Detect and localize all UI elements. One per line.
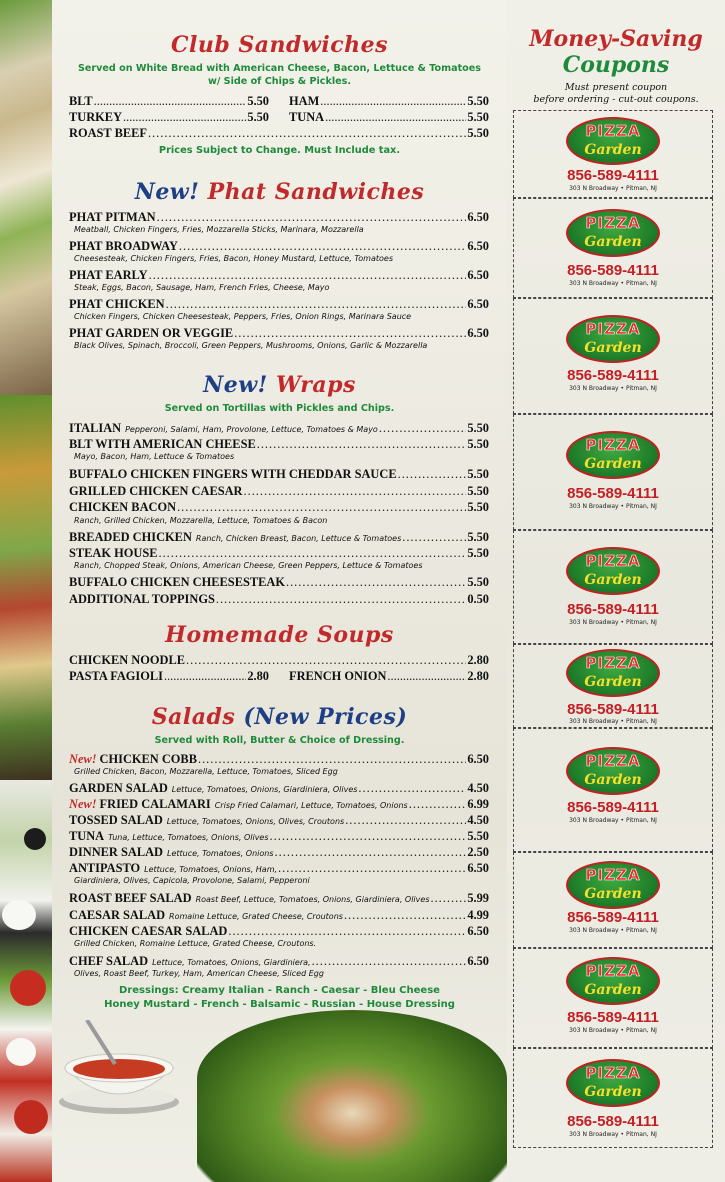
pizza-garden-logo: PIZZA Garden — [566, 649, 660, 697]
coupon-address: 303 N Broadway • Pitman, NJ — [569, 927, 657, 934]
pizza-garden-logo: PIZZA Garden — [566, 861, 660, 909]
pizza-garden-logo: PIZZA Garden — [566, 1059, 660, 1107]
coupon-cutout[interactable] — [513, 414, 713, 530]
menu-item-desc: Black Olives, Spinach, Broccoli, Green Peppers, Mushrooms, Onions, Garlic & Mozzarella — [74, 341, 428, 350]
pizza-garden-logo: PIZZA Garden — [566, 747, 660, 795]
new-badge: New! — [134, 179, 200, 205]
menu-item-tossed-salad: TOSSED SALAD Lettuce, Tomatoes, Onions, Olives, Croutons ..... 4.50 — [69, 813, 489, 829]
coupon-address: 303 N Broadway • Pitman, NJ — [569, 385, 657, 392]
coupon-address: 303 N Broadway • Pitman, NJ — [569, 185, 657, 192]
phat-title-text: Phat Sandwiches — [207, 179, 425, 205]
price-disclaimer: Prices Subject to Change. Must Include tax. — [158, 145, 401, 156]
menu-item-garden-salad: GARDEN SALAD Lettuce, Tomatoes, Onions, Giardiniera, Olives ..... 4.50 — [69, 781, 489, 797]
pizza-garden-logo: PIZZA Garden — [566, 117, 660, 165]
soup-bowl-image — [57, 1020, 192, 1115]
coupon-address: 303 N Broadway • Pitman, NJ — [569, 619, 657, 626]
coupon-phone: 856-589-4111 — [567, 701, 659, 718]
menu-item-desc: Meatball, Chicken Fingers, Fries, Mozzarella Sticks, Marinara, Mozzarella — [74, 225, 364, 234]
menu-item-roast-beef-salad: ROAST BEEF SALAD Roast Beef, Lettuce, Tomatoes, Onions, Giardiniera, Olives ..... 5.99 — [69, 891, 489, 907]
salads-note: Served with Roll, Butter & Choice of Dressing. — [154, 735, 405, 746]
coupon-phone: 856-589-4111 — [567, 485, 659, 502]
wrap-photo — [0, 395, 52, 780]
food-photo-strip — [0, 0, 52, 1182]
menu-item-italian-wrap: ITALIAN Pepperoni, Salami, Ham, Provolone, Lettuce, Tomatoes & Mayo ..... 5.50 — [69, 421, 489, 437]
coupon-phone: 856-589-4111 — [567, 799, 659, 816]
phat-sandwiches-title — [52, 179, 507, 205]
menu-item-roast-beef: ROAST BEEF ..... 5.50 — [69, 126, 489, 140]
coupon-cutout[interactable] — [513, 852, 713, 948]
coupon-cutout[interactable] — [513, 1048, 713, 1148]
menu-item-desc: Ranch, Chopped Steak, Onions, American Cheese, Green Peppers, Lettuce & Tomatoes — [74, 561, 423, 570]
coupon-cutout[interactable] — [513, 728, 713, 852]
menu-item-blt-wrap: BLT WITH AMERICAN CHEESE ..... 5.50 — [69, 437, 489, 451]
menu-item-french-onion: FRENCH ONION ..... 2.80 — [289, 669, 489, 683]
salads-title-text: Salads — [151, 704, 236, 730]
coupon-phone: 856-589-4111 — [567, 367, 659, 384]
pizza-garden-logo: PIZZA Garden — [566, 209, 660, 257]
coupon-phone: 856-589-4111 — [567, 1113, 659, 1130]
coupon-address: 303 N Broadway • Pitman, NJ — [569, 718, 657, 725]
salads-title — [52, 704, 507, 730]
menu-item-steak-house-wrap: STEAK HOUSE ..... 5.50 — [69, 546, 489, 560]
coupon-cutout[interactable] — [513, 530, 713, 644]
chicken-salad-image — [197, 1010, 507, 1182]
wraps-title — [52, 372, 507, 398]
coupon-column — [507, 0, 725, 1182]
new-prices-label: (New Prices) — [243, 704, 408, 730]
menu-item-ham: HAM ..... 5.50 — [289, 94, 489, 108]
menu-item-dinner-salad: DINNER SALAD Lettuce, Tomatoes, Onions ..... 2.50 — [69, 845, 489, 861]
sandwich-photo — [0, 0, 52, 395]
new-badge: New! — [203, 372, 268, 398]
menu-item-grilled-chicken-caesar-wrap: GRILLED CHICKEN CAESAR ..... 5.50 — [69, 484, 489, 498]
pizza-garden-logo: PIZZA Garden — [566, 957, 660, 1005]
menu-item-desc: Steak, Eggs, Bacon, Sausage, Ham, French Fries, Cheese, Mayo — [74, 283, 330, 292]
coupons-note-line1: Must present coupon — [564, 82, 668, 93]
menu-item-desc: Ranch, Grilled Chicken, Mozzarella, Lettuce, Tomatoes & Bacon — [74, 516, 328, 525]
pizza-garden-logo: PIZZA Garden — [566, 315, 660, 363]
menu-item-blt: BLT ..... 5.50 — [69, 94, 269, 108]
menu-item-breaded-chicken-wrap: BREADED CHICKEN Ranch, Chicken Breast, Bacon, Lettuce & Tomatoes ..... 5.50 — [69, 530, 489, 546]
coupon-cutout[interactable] — [513, 298, 713, 414]
coupon-phone: 856-589-4111 — [567, 601, 659, 618]
menu-item-phat-chicken: PHAT CHICKEN ..... 6.50 — [69, 297, 489, 311]
pizza-garden-logo: PIZZA Garden — [566, 431, 660, 479]
menu-item-chicken-bacon-wrap: CHICKEN BACON ..... 5.50 — [69, 500, 489, 514]
menu-main-column — [52, 0, 507, 1182]
coupons-title-line2: Coupons — [562, 52, 670, 78]
homemade-soups-title: Homemade Soups — [165, 622, 394, 648]
caprese-salad-photo — [0, 780, 52, 1182]
menu-item-desc: Cheesesteak, Chicken Fingers, Fries, Bacon, Honey Mustard, Lettuce, Tomatoes — [74, 254, 393, 263]
coupon-phone: 856-589-4111 — [567, 262, 659, 279]
coupon-phone: 856-589-4111 — [567, 909, 659, 926]
menu-item-desc: Grilled Chicken, Romaine Lettuce, Grated Cheese, Croutons. — [74, 939, 317, 948]
club-note-line2: w/ Side of Chips & Pickles. — [207, 76, 352, 87]
menu-item-pasta-fagioli: PASTA FAGIOLI ..... 2.80 — [69, 669, 269, 683]
menu-item-desc: Mayo, Bacon, Ham, Lettuce & Tomatoes — [74, 452, 235, 461]
coupon-address: 303 N Broadway • Pitman, NJ — [569, 817, 657, 824]
menu-item-fried-calamari: New! FRIED CALAMARI Crisp Fried Calamari, Lettuce, Tomatoes, Onions ..... 6.99 — [69, 797, 489, 813]
coupon-cutout[interactable] — [513, 198, 713, 298]
menu-item-desc: Giardiniera, Olives, Capicola, Provolone, Salami, Pepperoni — [74, 876, 310, 885]
coupon-cutout[interactable] — [513, 948, 713, 1048]
coupon-phone: 856-589-4111 — [567, 1009, 659, 1026]
menu-item-phat-early: PHAT EARLY ..... 6.50 — [69, 268, 489, 282]
menu-item-additional-toppings: ADDITIONAL TOPPINGS ..... 0.50 — [69, 592, 489, 606]
menu-item-antipasto: ANTIPASTO Lettuce, Tomatoes, Onions, Ham, ..... 6.50 — [69, 861, 489, 877]
coupon-cutout[interactable] — [513, 110, 713, 198]
coupon-address: 303 N Broadway • Pitman, NJ — [569, 1131, 657, 1138]
wraps-note: Served on Tortillas with Pickles and Chips. — [164, 403, 395, 414]
menu-item-desc: Olives, Roast Beef, Turkey, Ham, American Cheese, Sliced Egg — [74, 969, 324, 978]
pizza-garden-logo: PIZZA Garden — [566, 547, 660, 595]
menu-item-desc: Grilled Chicken, Bacon, Mozzarella, Lettuce, Tomatoes, Sliced Egg — [74, 767, 338, 776]
menu-item-chicken-cobb: New! CHICKEN COBB ..... 6.50 — [69, 752, 489, 766]
menu-item-chicken-caesar-salad: CHICKEN CAESAR SALAD ..... 6.50 — [69, 924, 489, 938]
menu-item-phat-pitman: PHAT PITMAN ..... 6.50 — [69, 210, 489, 224]
coupons-title-line1: Money-Saving — [529, 26, 703, 52]
wraps-title-text: Wraps — [276, 372, 356, 398]
dressings-line1: Dressings: Creamy Italian - Ranch - Caesar - Bleu Cheese — [119, 985, 440, 996]
menu-item-tuna-salad: TUNA Tuna, Lettuce, Tomatoes, Onions, Olives ..... 5.50 — [69, 829, 489, 845]
menu-item-phat-garden: PHAT GARDEN OR VEGGIE ..... 6.50 — [69, 326, 489, 340]
menu-item-chef-salad: CHEF SALAD Lettuce, Tomatoes, Onions, Giardiniera, ..... 6.50 — [69, 954, 489, 970]
menu-item-buffalo-cheddar: BUFFALO CHICKEN FINGERS WITH CHEDDAR SAUCE ..... 5.50 — [69, 467, 489, 481]
club-note-line1: Served on White Bread with American Cheese, Bacon, Lettuce & Tomatoes — [78, 63, 481, 74]
coupon-address: 303 N Broadway • Pitman, NJ — [569, 503, 657, 510]
coupon-address: 303 N Broadway • Pitman, NJ — [569, 1027, 657, 1034]
menu-item-desc: Chicken Fingers, Chicken Cheesesteak, Peppers, Fries, Onion Rings, Marinara Sauce — [74, 312, 412, 321]
menu-item-chicken-noodle: CHICKEN NOODLE ..... 2.80 — [69, 653, 489, 667]
dressings-line2: Honey Mustard - French - Balsamic - Russian - House Dressing — [104, 999, 455, 1010]
coupons-note-line2: before ordering - cut-out coupons. — [533, 94, 699, 105]
club-sandwiches-title: Club Sandwiches — [171, 32, 388, 58]
menu-item-tuna: TUNA ..... 5.50 — [289, 110, 489, 124]
coupon-phone: 856-589-4111 — [567, 167, 659, 184]
coupon-cutout[interactable] — [513, 644, 713, 728]
menu-item-phat-broadway: PHAT BROADWAY ..... 6.50 — [69, 239, 489, 253]
menu-item-turkey: TURKEY ..... 5.50 — [69, 110, 269, 124]
coupon-address: 303 N Broadway • Pitman, NJ — [569, 280, 657, 287]
menu-item-caesar-salad: CAESAR SALAD Romaine Lettuce, Grated Cheese, Croutons ..... 4.99 — [69, 908, 489, 924]
menu-item-buffalo-cheesesteak: BUFFALO CHICKEN CHEESESTEAK ..... 5.50 — [69, 575, 489, 589]
